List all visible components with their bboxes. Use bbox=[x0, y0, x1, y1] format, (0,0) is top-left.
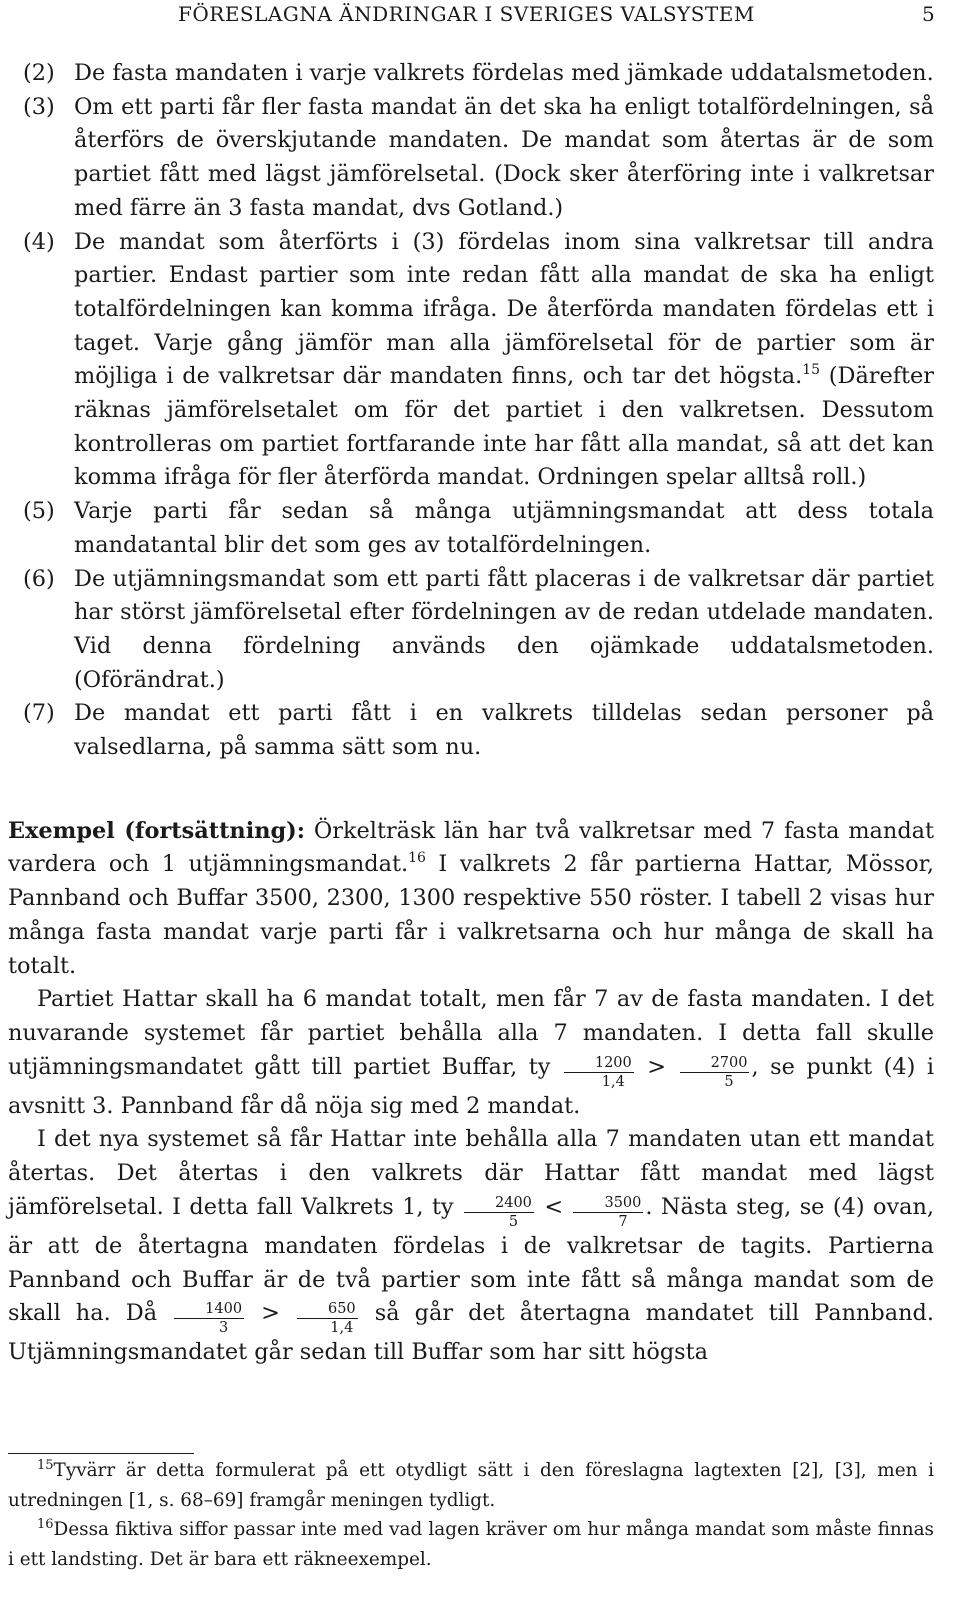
footnote-mark: 16 bbox=[37, 1517, 54, 1533]
fraction-denominator: 7 bbox=[618, 1213, 628, 1230]
fraction-numerator: 2400 bbox=[464, 1195, 534, 1213]
footnotes bbox=[8, 1456, 934, 1575]
item-text: De mandat ett parti fått i en valkrets tilldelas sedan personer på valsedlarna, på samma sätt som nu. bbox=[74, 700, 934, 761]
paragraph-text: så går det återtagna mandatet till Pannband. Utjämningsmandatet går sedan till Buffar som har sitt högsta bbox=[8, 1300, 934, 1366]
footnote bbox=[8, 1456, 934, 1515]
item-number: (4) bbox=[23, 228, 55, 255]
fraction bbox=[174, 1301, 244, 1336]
example-heading: Exempel (fortsättning): bbox=[8, 817, 306, 844]
item-number: (6) bbox=[23, 565, 55, 592]
paragraph-text: Örkelträsk län har två valkretsar med 7 fasta mandat vardera och 1 utjämningsmandat. bbox=[8, 817, 935, 878]
fraction-denominator: 5 bbox=[508, 1213, 519, 1230]
footnote bbox=[8, 1515, 934, 1574]
footnote-text: Tyvärr är detta formulerat på ett otydligt sätt i den föreslagna lagtexten [2], [3], men i utredningen [1, s. 68–69] framgår meningen tydligt. bbox=[8, 1460, 934, 1511]
list-item bbox=[8, 226, 934, 496]
example-paragraph bbox=[8, 815, 934, 984]
footnote-rule bbox=[8, 1453, 194, 1454]
fraction-numerator: 1400 bbox=[174, 1301, 244, 1319]
list-item bbox=[8, 57, 934, 91]
paragraph-text: I det nya systemet så får Hattar inte behålla alla 7 mandaten utan ett mandat återtas. Det återtas i den valkrets där Hattar fått mandat med lägst jämförelsetal. I detta fall Valkrets 1, ty bbox=[8, 1126, 934, 1220]
item-text: (Därefter räknas jämförelsetalet om för det partiet i den valkretsen. Dessutom kontrolleras om partiet fortfarande inte har fått alla mandat, så att det kan komma ifråga för fler återförda mandat. Ordningen spelar alltså roll.) bbox=[74, 363, 934, 491]
fraction bbox=[564, 1055, 634, 1090]
paragraph bbox=[8, 1123, 934, 1370]
math-operator: < bbox=[535, 1193, 572, 1220]
paragraph-text: Partiet Hattar skall ha 6 mandat totalt, men får 7 av de fasta mandaten. I det nuvarande systemet får partiet behålla alla 7 mandaten. I detta fall skulle utjämningsmandatet gått till partiet Buffar, ty bbox=[8, 986, 934, 1080]
fraction-denominator: 1,4 bbox=[601, 1073, 625, 1090]
fraction-numerator: 1200 bbox=[564, 1055, 634, 1073]
footnote-ref: 16 bbox=[408, 850, 426, 867]
list-item bbox=[8, 495, 934, 562]
running-title: FÖRESLAGNA ÄNDRINGAR I SVERIGES VALSYSTEM bbox=[178, 2, 755, 26]
item-text: De mandat som återförts i (3) fördelas inom sina valkretsar till andra partier. Endast partier som inte redan fått alla mandat de ska ha enligt totalfördelningen kan komma ifråga. De återförda mandaten fördelas ett i taget. Varje gång jämför man alla jämförelsetal för de partier som är möjliga i de valkretsar där mandaten finns, och tar det högsta. bbox=[74, 228, 934, 390]
page-number: 5 bbox=[922, 2, 935, 26]
footnote-mark: 15 bbox=[37, 1458, 54, 1473]
procedure-list bbox=[8, 57, 934, 765]
item-number: (5) bbox=[23, 498, 55, 525]
fraction-numerator: 3500 bbox=[573, 1195, 643, 1213]
item-number: (2) bbox=[23, 60, 55, 86]
fraction-numerator: 2700 bbox=[680, 1055, 750, 1073]
paragraph-text: I valkrets 2 får partierna Hattar, Mössor, Pannband och Buffar 3500, 2300, 1300 respektive 550 röster. I tabell 2 visas hur många fasta mandat varje parti får i valkretsarna och hur många de skall ha totalt. bbox=[8, 851, 934, 979]
item-text: Varje parti får sedan så många utjämningsmandat att dess totala mandatantal blir det som ges av totalfördelningen. bbox=[74, 498, 934, 558]
item-number: (7) bbox=[23, 700, 55, 727]
footnote-ref: 15 bbox=[802, 362, 821, 379]
fraction bbox=[297, 1301, 358, 1336]
fraction-numerator: 650 bbox=[297, 1301, 358, 1319]
paragraph-text: . Nästa steg, se (4) ovan, är att de återtagna mandaten fördelas i de valkretsar de tagits. Partierna Pannband och Buffar är de två partier som inte fått så många mandat som de skall ha. Då bbox=[8, 1193, 934, 1327]
list-item bbox=[8, 91, 934, 226]
paragraph bbox=[8, 983, 934, 1123]
math-operator: > bbox=[246, 1300, 295, 1327]
fraction-denominator: 3 bbox=[218, 1320, 229, 1337]
list-item bbox=[8, 563, 934, 698]
paragraph-text: , se punkt (4) i avsnitt 3. Pannband får då nöja sig med 2 mandat. bbox=[8, 1053, 934, 1119]
fraction-denominator: 5 bbox=[724, 1073, 734, 1090]
body-text bbox=[8, 57, 934, 1370]
item-text: De utjämningsmandat som ett parti fått placeras i de valkretsar där partiet har störst jämförelsetal efter fördelningen av de redan utdelade mandaten. Vid denna fördelning används den ojämkade uddatalsmetoden. (Oförändrat.) bbox=[74, 565, 934, 693]
footnote-text: Dessa fiktiva siffor passar inte med vad lagen kräver om hur många mandat som måste finnas i ett landsting. Det är bara ett räkneexempel. bbox=[8, 1519, 934, 1571]
fraction-denominator: 1,4 bbox=[330, 1320, 354, 1337]
item-text: De fasta mandaten i varje valkrets fördelas med jämkade uddatalsmetoden. bbox=[74, 60, 934, 86]
running-header bbox=[0, 0, 960, 30]
math-operator: > bbox=[635, 1053, 678, 1080]
item-number: (3) bbox=[23, 93, 55, 120]
fraction bbox=[680, 1055, 750, 1090]
item-text: Om ett parti får fler fasta mandat än det ska ha enligt totalfördelningen, så återförs de överskjutande mandaten. De mandat som återtas är de som partiet fått med lägst jämförelsetal. (Dock sker återföring inte i valkretsar med färre än 3 fasta mandat, dvs Gotland.) bbox=[74, 93, 934, 221]
list-item bbox=[8, 697, 934, 764]
fraction bbox=[464, 1195, 534, 1230]
fraction bbox=[573, 1195, 643, 1230]
